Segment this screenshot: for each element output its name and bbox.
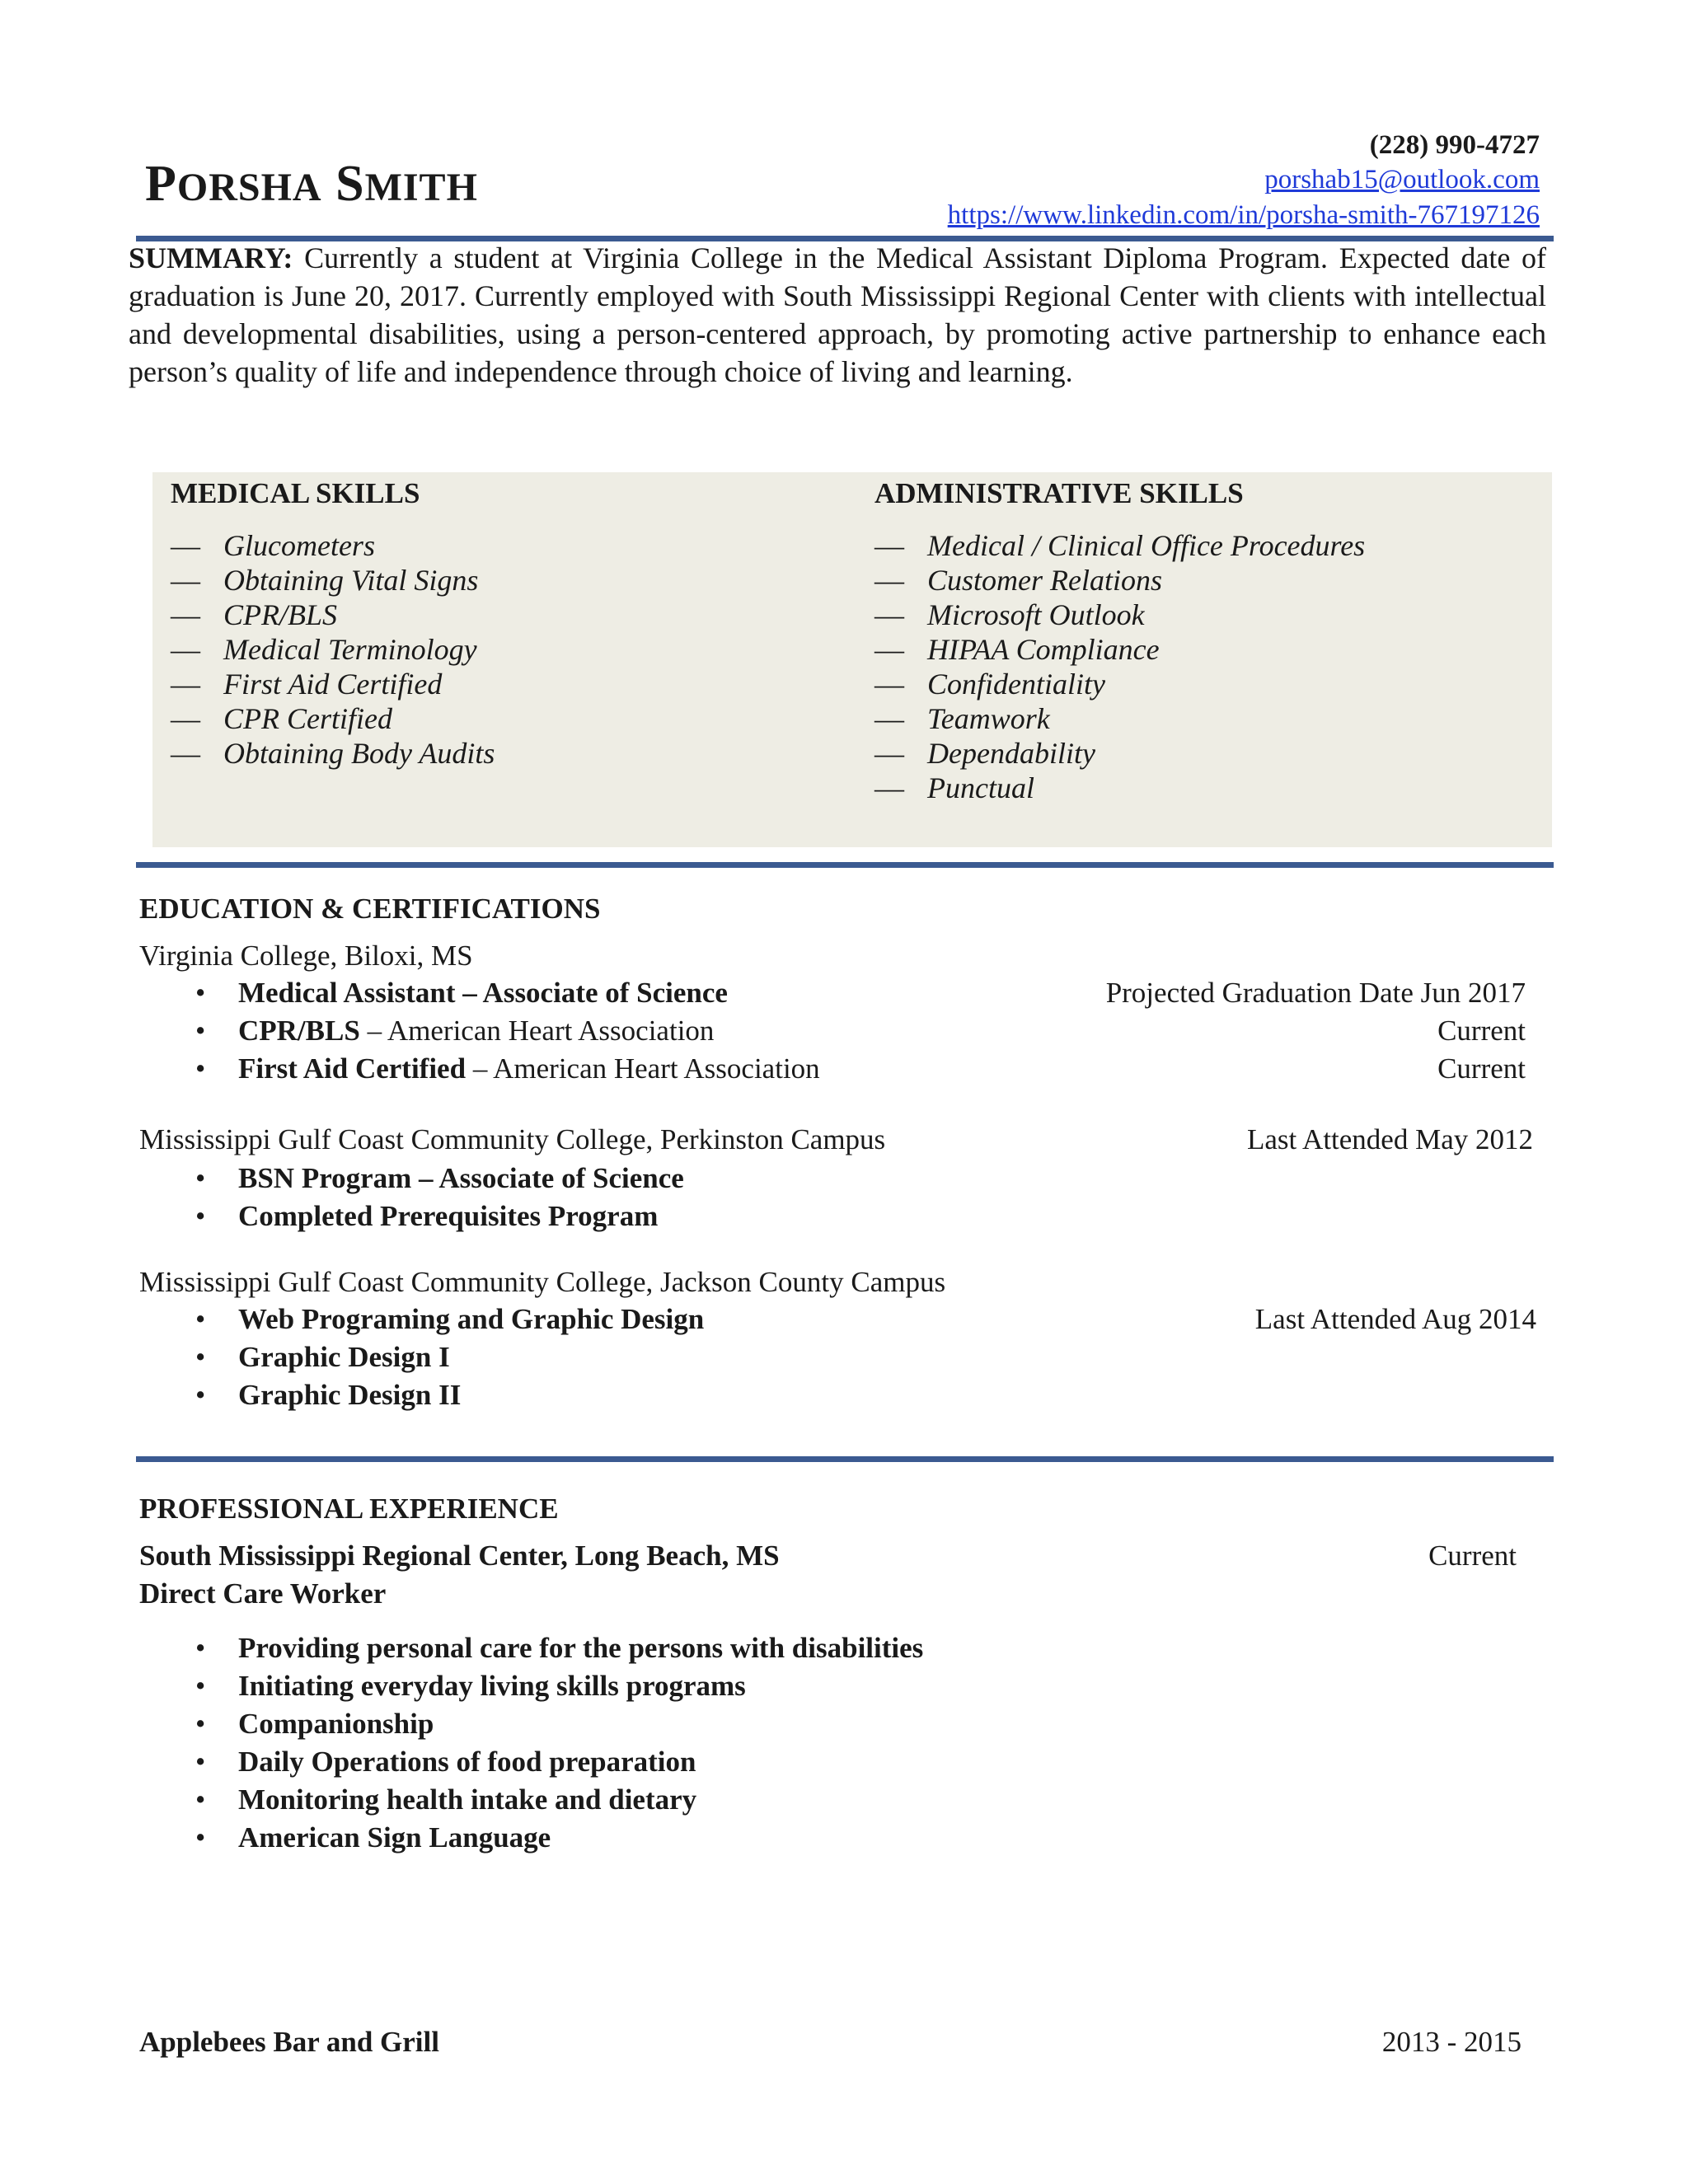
list-item: • CPR/BLS – American Heart Association (195, 1015, 715, 1047)
list-item: — Medical Terminology (171, 633, 477, 666)
list-item: • Initiating everyday living skills programs (195, 1670, 746, 1702)
certification-status: Current (1437, 1015, 1526, 1047)
list-item: — Glucometers (171, 529, 375, 562)
list-item: • Companionship (195, 1708, 434, 1740)
candidate-name: PORSHA SMITH (145, 156, 478, 212)
administrative-skills-list (874, 528, 1365, 805)
list-item: • First Aid Certified – American Heart Association (195, 1052, 820, 1085)
list-item: • Providing personal care for the persons with disabilities (195, 1632, 924, 1664)
last-attended-date: Last Attended Aug 2014 (1254, 1303, 1536, 1335)
school-items-list (139, 974, 820, 1088)
last-attended-date: Last Attended May 2012 (1246, 1123, 1533, 1155)
school-items-list (139, 1160, 684, 1235)
skills-divider (136, 862, 1554, 868)
list-item: • Graphic Design II (195, 1379, 462, 1411)
employer-name: South Mississippi Regional Center, Long Beach, MS (139, 1540, 780, 1572)
phone-number: (228) 990-4727 (1369, 130, 1540, 160)
list-item: • BSN Program – Associate of Science (195, 1162, 684, 1194)
list-item: — Dependability (874, 737, 1095, 770)
school-name: Mississippi Gulf Coast Community College, Perkinston Campus (139, 1123, 886, 1155)
list-item: • Daily Operations of food preparation (195, 1746, 696, 1778)
summary-label: SUMMARY: (129, 241, 293, 274)
list-item: — Obtaining Body Audits (171, 737, 495, 770)
job-duties-list (139, 1629, 923, 1857)
list-item: — Customer Relations (874, 564, 1162, 597)
list-item: — Teamwork (874, 702, 1050, 735)
list-item: — First Aid Certified (171, 668, 443, 701)
administrative-skills-title: ADMINISTRATIVE SKILLS (874, 477, 1244, 509)
graduation-date: Projected Graduation Date Jun 2017 (1105, 977, 1526, 1009)
employer-name: Applebees Bar and Grill (139, 2026, 439, 2058)
list-item: — CPR/BLS (171, 598, 338, 631)
list-item: — CPR Certified (171, 702, 392, 735)
job-date: 2013 - 2015 (1381, 2026, 1522, 2058)
list-item: • Monitoring health intake and dietary (195, 1783, 697, 1816)
list-item: — Microsoft Outlook (874, 598, 1145, 631)
list-item: • Medical Assistant – Associate of Science (195, 977, 728, 1009)
list-item: — HIPAA Compliance (874, 633, 1160, 666)
education-divider (136, 1456, 1554, 1462)
list-item: • American Sign Language (195, 1821, 551, 1854)
school-items-list (139, 1301, 704, 1414)
list-item: — Medical / Clinical Office Procedures (874, 529, 1366, 562)
education-title: EDUCATION & CERTIFICATIONS (139, 893, 601, 925)
list-item: • Completed Prerequisites Program (195, 1200, 659, 1232)
summary-text: Currently a student at Virginia College in the Medical Assistant Diploma Program. Expected date of graduation is June 20, 2017. Currently employed with South Mississippi Regional Center with clients with intellectual and developmental disabilities, using a person-centered approach, by promoting active partnership to enhance each person’s quality of life and independence through choice of living and learning. (129, 241, 1547, 388)
medical-skills-list (171, 528, 495, 771)
skills-panel (152, 472, 1552, 847)
certification-status: Current (1437, 1052, 1526, 1085)
school-name: Virginia College, Biloxi, MS (139, 940, 473, 972)
job-date: Current (1428, 1540, 1517, 1572)
email-link[interactable]: porshab15@outlook.com (1264, 165, 1540, 194)
summary-paragraph (129, 239, 1546, 391)
list-item: — Obtaining Vital Signs (171, 564, 479, 597)
list-item: — Confidentiality (874, 668, 1105, 701)
list-item: • Web Programing and Graphic Design (195, 1303, 705, 1335)
linkedin-link[interactable]: https://www.linkedin.com/in/porsha-smith-767197126 (947, 200, 1540, 230)
medical-skills-title: MEDICAL SKILLS (171, 477, 420, 509)
experience-title: PROFESSIONAL EXPERIENCE (139, 1493, 559, 1525)
list-item: • Graphic Design I (195, 1341, 450, 1373)
job-role: Direct Care Worker (139, 1577, 387, 1610)
school-name: Mississippi Gulf Coast Community College, Jackson County Campus (139, 1266, 946, 1298)
list-item: — Punctual (874, 771, 1034, 804)
